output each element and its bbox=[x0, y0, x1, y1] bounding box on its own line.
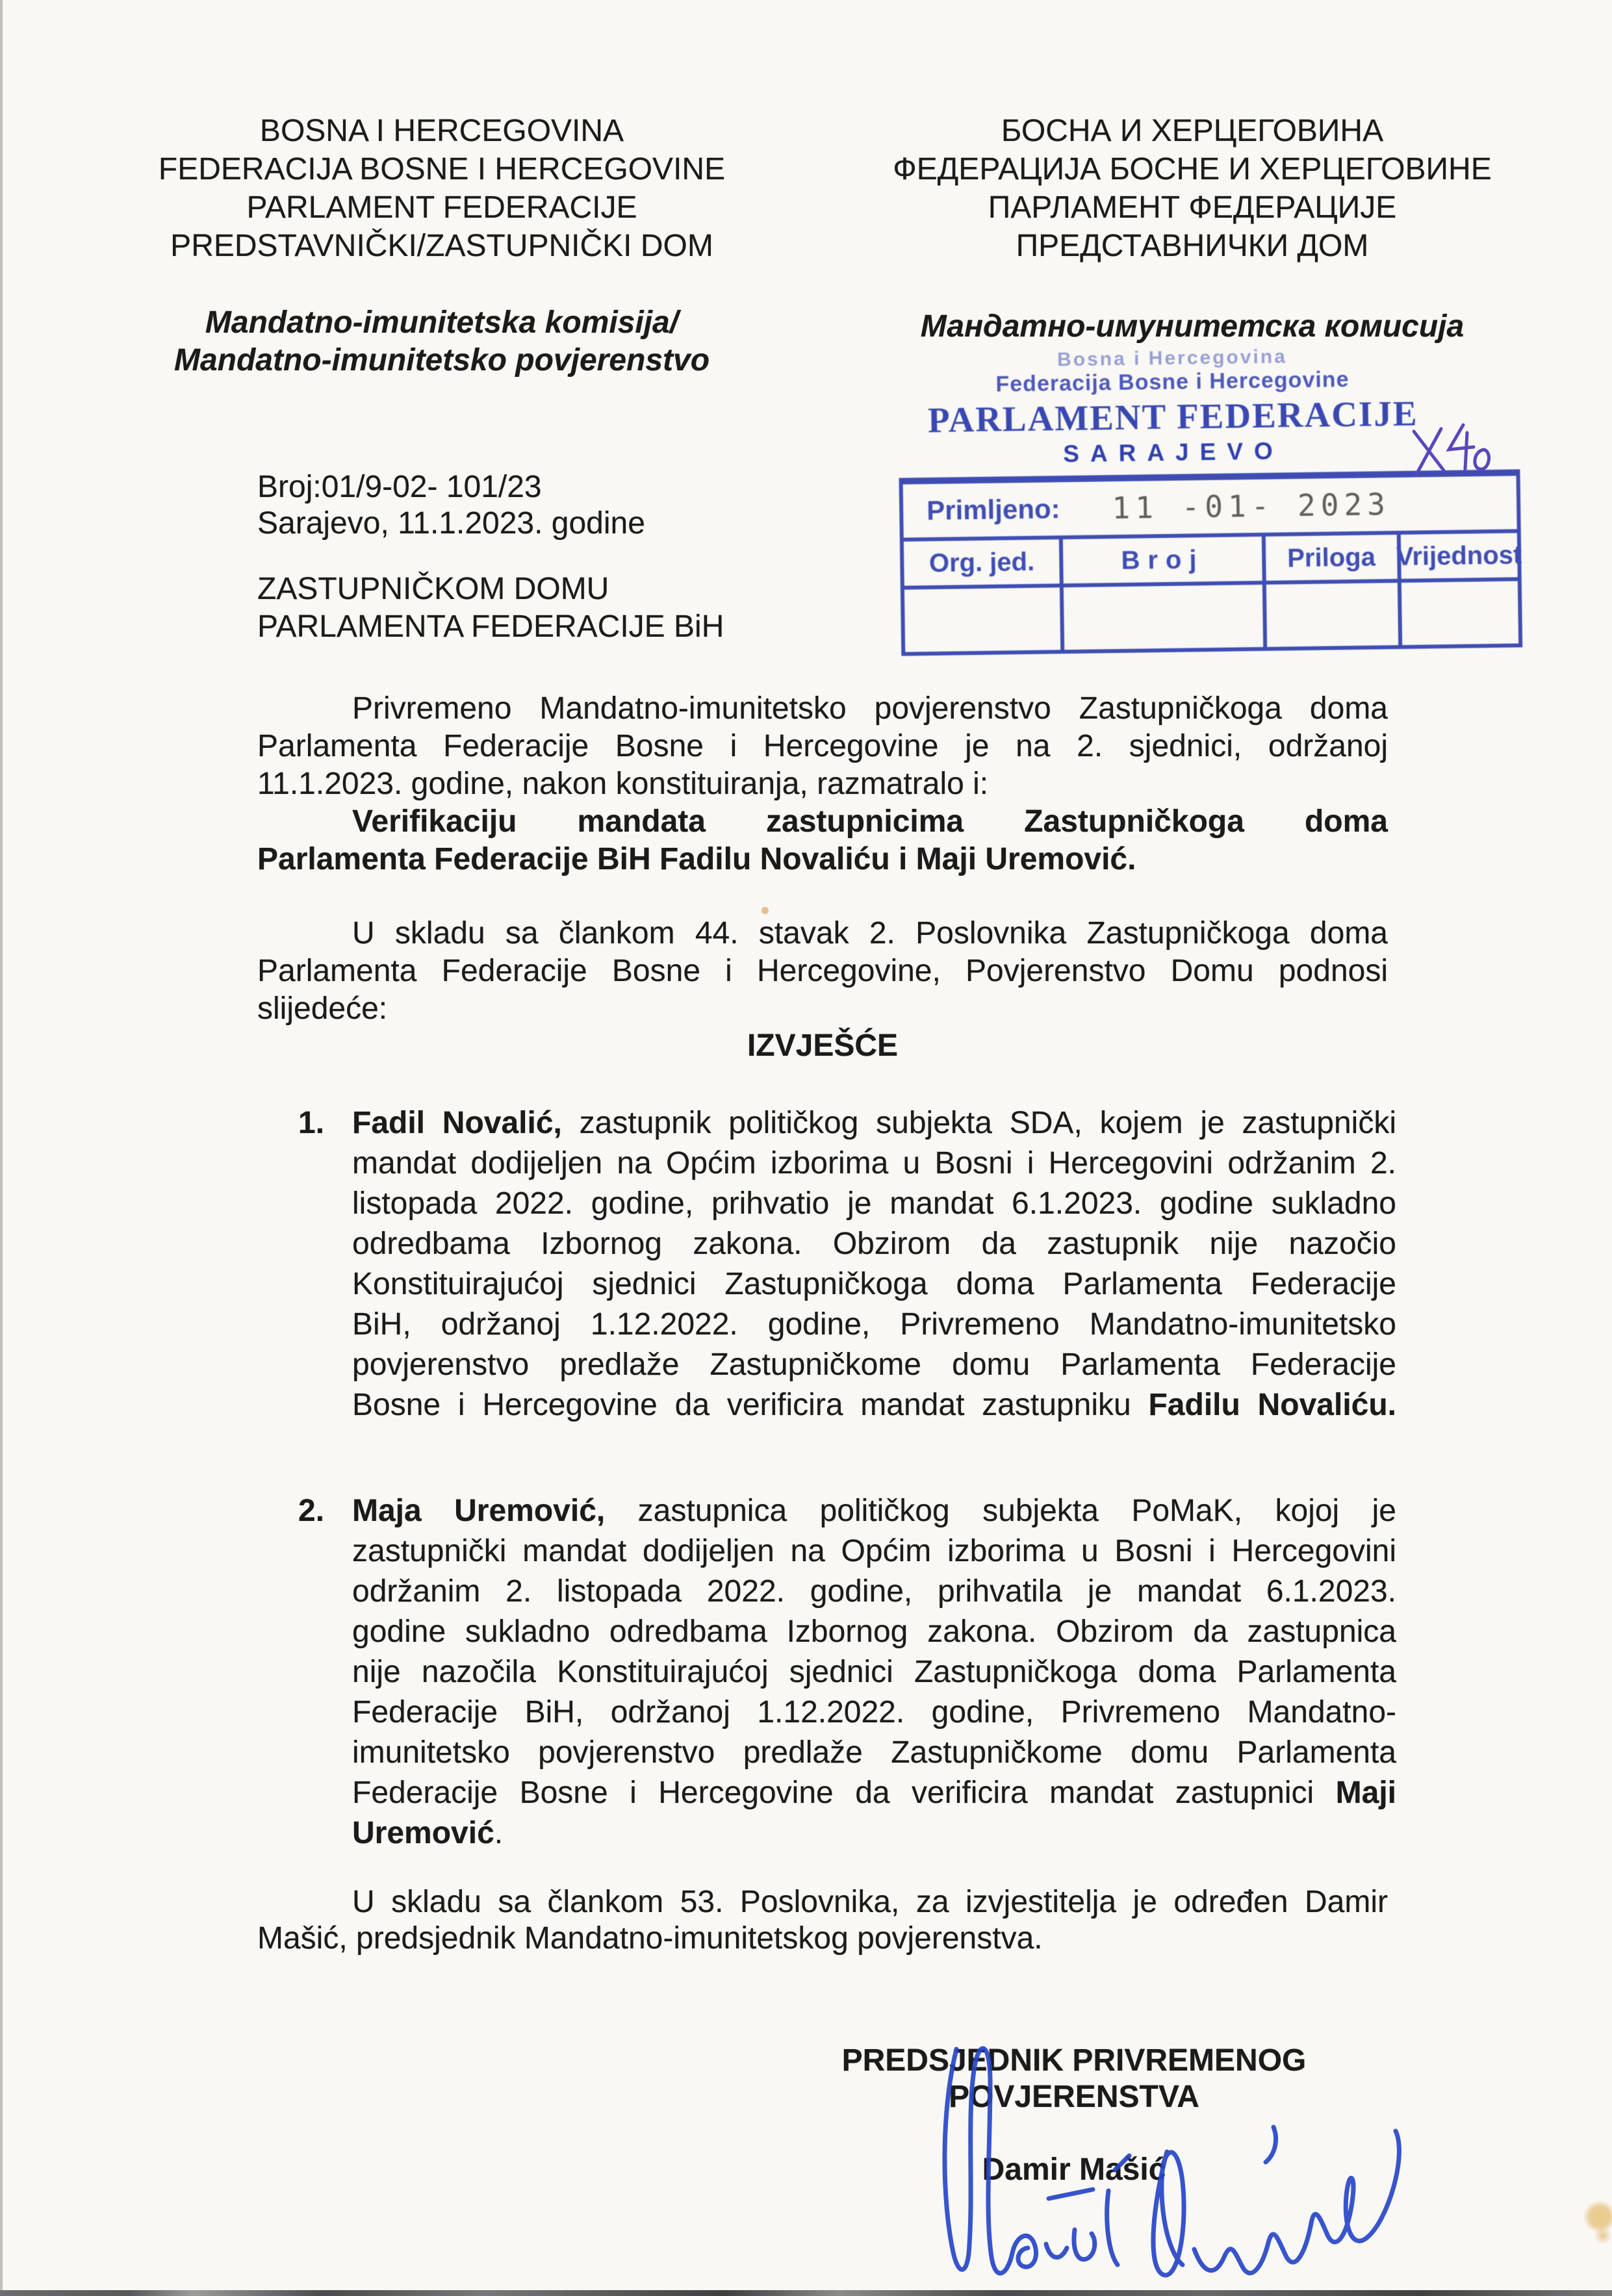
intro-line: Privremeno Mandatno-imunitetsko povjerenstvo Zastupničkoga doma bbox=[352, 691, 1388, 726]
item-line-text: zastupnica političkog subjekta PoMaK, kojoj je bbox=[605, 1494, 1397, 1528]
intro-line: 11.1.2023. godine, nakon konstituiranja, razmatralo i: bbox=[257, 767, 989, 801]
addressee bbox=[257, 570, 724, 646]
stamp-col-vrijednost: Vrijednost bbox=[1396, 540, 1522, 571]
scan-edge-left bbox=[0, 0, 3, 2296]
item-text bbox=[352, 1491, 1396, 1854]
letterhead-line: FEDERACIJA BOSNE I HERCEGOVINE bbox=[158, 152, 726, 186]
item-line-text: Bosne i Hercegovine da verificira mandat zastupniku bbox=[352, 1388, 1149, 1422]
signatory-title-line: POVJERENSTVA bbox=[949, 2080, 1199, 2114]
addressee-line: ZASTUPNIČKOM DOMU bbox=[257, 572, 609, 606]
item-line: mandat dodijeljen na Općim izborima u Bosni i Hercegovini održanim 2. bbox=[352, 1146, 1396, 1180]
subject-line: Verifikaciju mandata zastupnicima Zastupničkoga doma bbox=[352, 804, 1388, 839]
item-line: odredbama Izbornog zakona. Obzirom da zastupnik nije nazočio bbox=[352, 1227, 1396, 1261]
report-item-2 bbox=[298, 1491, 1396, 1854]
stamp-line-country: Bosna i Hercegovina bbox=[1056, 346, 1288, 371]
item-text bbox=[352, 1103, 1396, 1425]
handwritten-x40-note bbox=[1403, 412, 1494, 490]
legal-line: Parlamenta Federacije Bosne i Hercegovine, Povjerenstvo Domu podnosi bbox=[257, 954, 1388, 988]
legal-line: U skladu sa člankom 44. stavak 2. Poslovnika Zastupničkoga doma bbox=[352, 916, 1388, 950]
letter-meta bbox=[257, 469, 645, 542]
item-number: 1. bbox=[298, 1106, 325, 1140]
committee-name-latin bbox=[120, 304, 763, 379]
item-line bbox=[352, 1385, 1396, 1425]
subject-line: Parlamenta Federacije BiH Fadilu Novaliću i Maji Uremović. bbox=[257, 842, 1136, 876]
item-line: Federacije BiH, održanoj 1.12.2022. godine, Privremeno Mandatno- bbox=[352, 1695, 1396, 1729]
item-line bbox=[352, 1103, 1396, 1143]
paper-stain bbox=[1593, 2227, 1612, 2244]
letterhead-line: PARLAMENT FEDERACIJE bbox=[246, 190, 637, 225]
stamp-empty-cell bbox=[1064, 585, 1267, 650]
stamp-empty-cell bbox=[1401, 581, 1518, 644]
legal-basis-paragraph bbox=[257, 915, 1388, 1028]
item-line: godine sukladno odredbama Izbornog zakona. Obzirom da zastupnica bbox=[352, 1614, 1396, 1649]
deputy-name: Maja Uremović, bbox=[352, 1494, 606, 1528]
item-line: zastupnički mandat dodijeljen na Općim izborima u Bosni i Hercegovini bbox=[352, 1534, 1396, 1568]
stamp-table-empty-row bbox=[904, 581, 1518, 652]
stamp-empty-cell bbox=[1266, 583, 1402, 647]
signatory-name: Damir Mašić bbox=[982, 2152, 1166, 2187]
received-date-stamp: 11 -01- 2023 bbox=[1112, 487, 1391, 526]
item-line: povjerenstvo predlaže Zastupničkome domu Parlamenta Federacije bbox=[352, 1347, 1396, 1382]
committee-line: Мандатно-имунитетска комисија bbox=[920, 309, 1465, 344]
intro-line: Parlamenta Federacije Bosne i Hercegovine je na 2. sjednici, održanoj bbox=[257, 729, 1388, 763]
committee-line: Mandatno-imunitetsko povjerenstvo bbox=[173, 343, 710, 377]
item-line: održanim 2. listopada 2022. godine, prihvatila je mandat 6.1.2023. bbox=[352, 1574, 1396, 1609]
stamp-line-parliament: PARLAMENT FEDERACIJE bbox=[927, 393, 1418, 440]
item-line-text: Federacije Bosne i Hercegovine da verificira mandat zastupnici bbox=[352, 1776, 1336, 1810]
letterhead-line: БОСНА И ХЕРЦЕГОВИНА bbox=[1001, 114, 1384, 148]
protocol-number: Broj:01/9-02- 101/23 bbox=[257, 470, 542, 504]
letterhead-line: BOSNA I HERCEGOVINA bbox=[259, 114, 624, 148]
stamp-col-org-jed: Org. jed. bbox=[904, 539, 1064, 585]
stamp-col-priloga: Priloga bbox=[1266, 535, 1401, 581]
stamp-line-federation: Federacija Bosne i Hercegovine bbox=[995, 366, 1350, 397]
letterhead-line: ПРЕДСТАВНИЧКИ ДОМ bbox=[1016, 229, 1369, 263]
deputy-name: Uremović bbox=[352, 1816, 494, 1850]
item-line-text: . bbox=[494, 1816, 504, 1850]
report-title: IZVJEŠĆE bbox=[747, 1028, 899, 1063]
place-and-date: Sarajevo, 11.1.2023. godine bbox=[257, 506, 645, 541]
deputy-name: Fadilu Novaliću. bbox=[1148, 1388, 1397, 1422]
committee-line: Mandatno-imunitetska komisija/ bbox=[205, 305, 679, 340]
item-line: BiH, održanoj 1.12.2022. godine, Privremeno Mandatno-imunitetsko bbox=[352, 1307, 1396, 1342]
item-line bbox=[352, 1491, 1396, 1531]
report-item-1 bbox=[298, 1103, 1396, 1425]
intro-paragraph bbox=[257, 690, 1388, 878]
stamp-line-city: SARAJEVO bbox=[1062, 437, 1285, 468]
legal-line: slijedeće: bbox=[257, 991, 388, 1026]
letterhead-line: PREDSTAVNIČKI/ZASTUPNIČKI DOM bbox=[170, 229, 713, 263]
item-line: Konstituirajućoj sjednici Zastupničkoga doma Parlamenta Federacije bbox=[352, 1267, 1396, 1301]
item-line: listopada 2022. godine, prihvatio je mandat 6.1.2023. godine sukladno bbox=[352, 1186, 1396, 1221]
item-line bbox=[352, 1773, 1396, 1813]
letterhead-line: ПАРЛАМЕНТ ФЕДЕРАЦИЈЕ bbox=[988, 190, 1397, 225]
signatory-title-line: PREDSJEDNIK PRIVREMENOG bbox=[841, 2043, 1307, 2078]
committee-name-cyrillic bbox=[871, 308, 1514, 346]
addressee-line: PARLAMENTA FEDERACIJE BiH bbox=[257, 609, 724, 644]
deputy-name: Maji bbox=[1335, 1776, 1396, 1810]
item-line bbox=[352, 1813, 1396, 1854]
item-line-text: zastupnik političkog subjekta SDA, kojem je zastupnički bbox=[561, 1106, 1397, 1140]
letterhead-latin bbox=[120, 112, 763, 265]
item-line: imunitetsko povjerenstvo predlaže Zastupničkome domu Parlamenta bbox=[352, 1735, 1396, 1770]
receipt-stamp bbox=[897, 342, 1522, 656]
closing-line: Mašić, predsjednik Mandatno-imunitetskog povjerenstva. bbox=[257, 1921, 1043, 1956]
closing-paragraph bbox=[257, 1884, 1388, 1957]
received-label: Primljeno: bbox=[926, 493, 1060, 526]
stamp-table-header-row bbox=[904, 533, 1522, 589]
item-number: 2. bbox=[298, 1494, 325, 1528]
stamp-col-broj: Broj bbox=[1063, 537, 1266, 583]
item-line: nije nazočila Konstituirajućoj sjednici Zastupničkoga doma Parlamenta bbox=[352, 1655, 1396, 1689]
closing-line: U skladu sa člankom 53. Poslovnika, za izvjestitelja je određen Damir bbox=[352, 1885, 1388, 1919]
stamp-table bbox=[899, 469, 1522, 656]
letterhead-cyrillic bbox=[871, 112, 1514, 265]
stamp-empty-cell bbox=[904, 587, 1065, 652]
deputy-name: Fadil Novalić, bbox=[352, 1106, 562, 1140]
paper-stain bbox=[761, 907, 769, 914]
letterhead-line: ФЕДЕРАЦИЈА БОСНЕ И ХЕРЦЕГОВИНЕ bbox=[893, 152, 1492, 186]
signature-scribble bbox=[910, 2035, 1494, 2295]
